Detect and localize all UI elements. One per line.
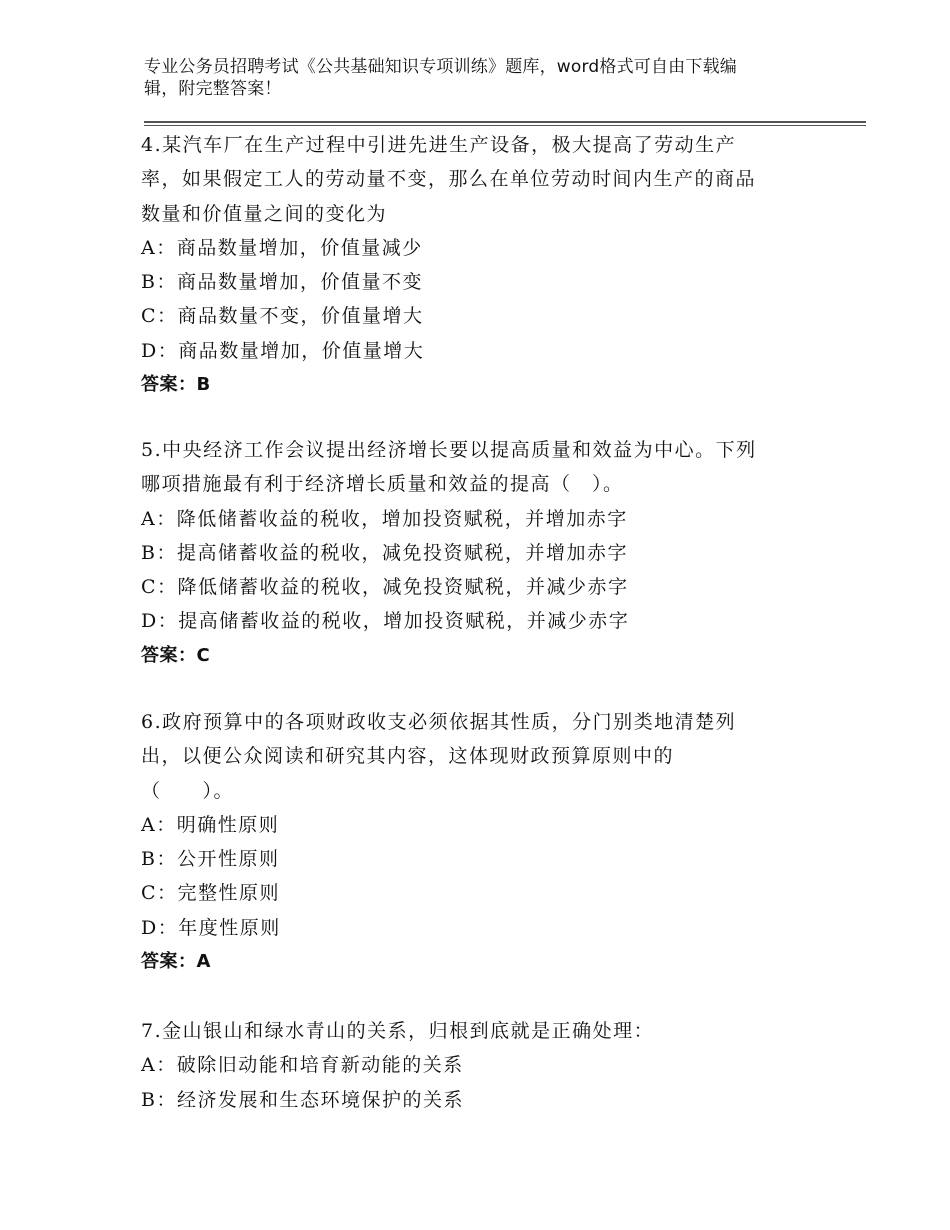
question-block bbox=[141, 128, 801, 402]
option-b: B：经济发展和生态环境保护的关系 bbox=[141, 1088, 464, 1111]
option-d: D：商品数量增加，价值量增大 bbox=[141, 339, 425, 362]
question-stem-line: 7.金山银山和绿水青山的关系，归根到底就是正确处理： bbox=[141, 1020, 655, 1042]
document-header bbox=[144, 56, 864, 100]
question-stem-line: 数量和价值量之间的变化为 bbox=[141, 202, 388, 225]
question-block bbox=[141, 1014, 801, 1117]
option-a: A：明确性原则 bbox=[141, 813, 280, 836]
question-stem-line: （ ）。 bbox=[141, 779, 235, 802]
option-c: C：完整性原则 bbox=[141, 882, 281, 905]
header-line: 专业公务员招聘考试《公共基础知识专项训练》题库，word格式可自由下载编 bbox=[144, 57, 737, 77]
option-c: C：降低储蓄收益的税收，减免投资赋税，并减少赤字 bbox=[141, 576, 629, 599]
option-b: B：公开性原则 bbox=[141, 848, 280, 871]
question-stem-line: 哪项措施最有利于经济增长质量和效益的提高（ ）。 bbox=[141, 473, 624, 496]
question-stem-line: 出，以便公众阅读和研究其内容，这体现财政预算原则中的 bbox=[141, 745, 675, 768]
option-a: A：商品数量增加，价值量减少 bbox=[141, 236, 423, 259]
header-divider bbox=[144, 121, 866, 123]
option-a: A：降低储蓄收益的税收，增加投资赋税，并增加赤字 bbox=[141, 507, 628, 530]
question-stem-line: 6.政府预算中的各项财政收支必须依据其性质，分门别类地清楚列 bbox=[141, 711, 737, 733]
answer-label: 答案：B bbox=[141, 374, 211, 396]
option-b: B：提高储蓄收益的税收，减免投资赋税，并增加赤字 bbox=[141, 541, 628, 564]
option-c: C：商品数量不变，价值量增大 bbox=[141, 305, 424, 328]
answer-label: 答案：A bbox=[141, 951, 211, 973]
question-stem-line: 4.某汽车厂在生产过程中引进先进生产设备，极大提高了劳动生产 bbox=[141, 134, 737, 156]
question-block bbox=[141, 705, 801, 979]
header-line: 辑，附完整答案！ bbox=[144, 79, 282, 99]
option-d: D：年度性原则 bbox=[141, 916, 281, 939]
header-divider bbox=[144, 125, 866, 126]
option-b: B：商品数量增加，价值量不变 bbox=[141, 271, 423, 294]
option-d: D：提高储蓄收益的税收，增加投资赋税，并减少赤字 bbox=[141, 610, 630, 633]
question-stem-line: 率，如果假定工人的劳动量不变，那么在单位劳动时间内生产的商品 bbox=[141, 168, 757, 191]
option-a: A：破除旧动能和培育新动能的关系 bbox=[141, 1054, 464, 1077]
question-stem-line: 5.中央经济工作会议提出经济增长要以提高质量和效益为中心。下列 bbox=[141, 439, 757, 461]
answer-label: 答案：C bbox=[141, 644, 211, 666]
question-block bbox=[141, 433, 801, 673]
